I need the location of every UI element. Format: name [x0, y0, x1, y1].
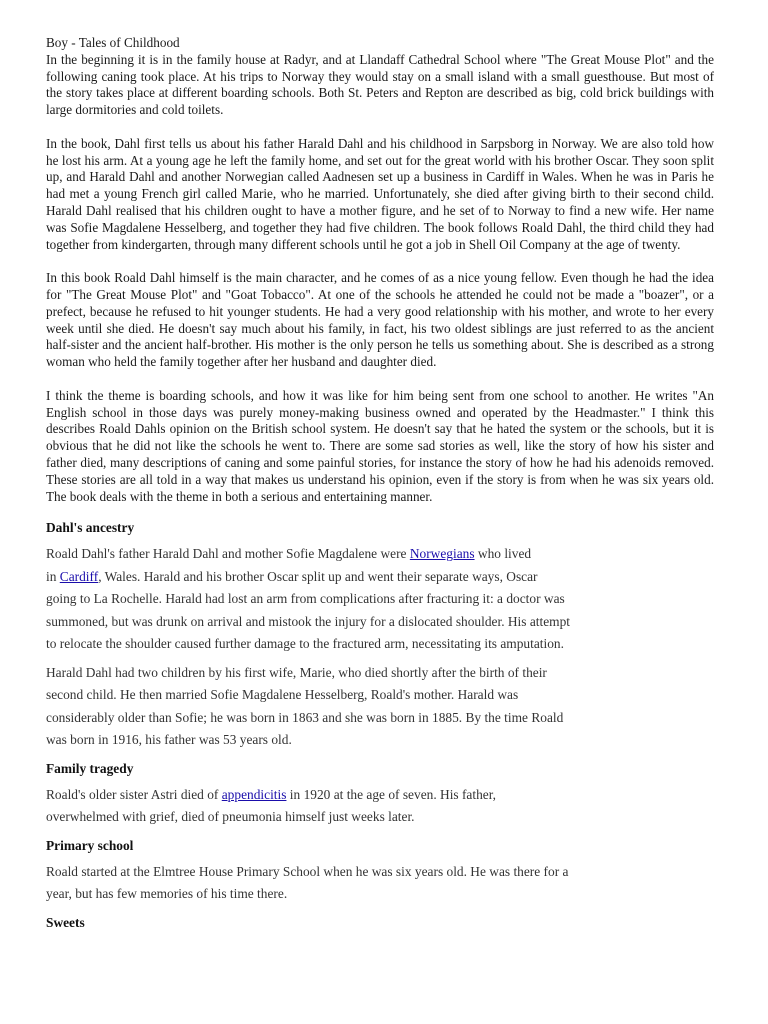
- text-run: Roald Dahl's father Harald Dahl and mother Sofie Magdalene were: [46, 546, 410, 562]
- text-line: going to La Rochelle. Harald had lost an arm from complications after fracturing it: a doctor was: [46, 591, 565, 607]
- text-line: year, but has few memories of his time there.: [46, 886, 288, 902]
- text-run: Roald's older sister Astri died of: [46, 786, 222, 802]
- ancestry-paragraph-2: [46, 662, 661, 752]
- paragraph-theme: I think the theme is boarding schools, and how it was like for him being sent from one school to another. He writes "An English school in those days was purely money-making business owned and operated by the Headmaster." I think this describes Roald Dahls opinion on the British school system. He doesn't say that he hated the system or the schools, but it is obvious that he did not like the schools he went to. There are some sad stories as well, like the story of how his sister and father died, many descriptions of caning and some painful stories, for instance the story of how he had his adenoids removed. These stories are all told in a way that makes us understand his opinion, even if the story is from when he was six years old. The book deals with the theme in both a serious and entertaining manner.: [46, 387, 714, 504]
- link-appendicitis[interactable]: appendicitis: [221, 786, 287, 802]
- paragraph-setting: In the beginning it is in the family house at Radyr, and at Llandaff Cathedral School where "The Great Mouse Plot" and the following caning took place. At his trips to Norway they would stay on a small island with a small guesthouse. But most of the story takes place at different boarding schools. Both St. Peters and Repton are described as big, cold brick buildings with large dormitories and cold toilets.: [46, 51, 714, 118]
- text-line: Roald started at the Elmtree House Primary School when he was six years old. He was there for a: [46, 863, 569, 879]
- text-run: in 1920 at the age of seven. His father,: [286, 786, 497, 802]
- heading-primary-school: Primary school: [46, 837, 134, 853]
- text-line: [46, 543, 661, 566]
- document-page: [46, 35, 714, 938]
- text-line: [46, 566, 661, 589]
- text-run: in: [46, 568, 60, 584]
- text-line: was born in 1916, his father was 53 years old.: [46, 732, 292, 748]
- paragraph-summary: In the book, Dahl first tells us about his father Harald Dahl and his childhood in Sarpsborg in Norway. We are also told how he lost his arm. At a young age he left the family home, and set out for the great world with his brother Oscar. They soon split up, and Harald Dahl and another Norwegian called Aadnesen set up a business in Cardiff in Wales. When he was in Paris he had met a young French girl called Marie, who he married. Unfortunately, she died after giving birth to their second child. Harald Dahl realised that his children ought to have a mother figure, and he set of to Norway to find a new wife. Her name was Sofie Magdalene Hesselberg, and together they had five children. The book follows Roald Dahl, the third child they had together from kindergarten, through many different schools until he got a job in Shell Oil Company at the age of twenty.: [46, 135, 714, 252]
- paragraph-character: In this book Roald Dahl himself is the main character, and he comes of as a nice young fellow. Even though he had the idea for "The Great Mouse Plot" and "Goat Tobacco". At one of the schools he attended he could not be made a "boazer", or a prefect, because he refused to hit younger students. He had a very good relationship with his mother, and wrote to her every week until she died. He doesn't say much about his family, in fact, his two oldest siblings are just referred to as the ancient half-sister and the ancient half-brother. His mother is the only person he tells us something about. She is described as a strong woman who held the family together after her husband and daughter died.: [46, 270, 714, 370]
- text-run: who lived: [474, 546, 532, 562]
- tragedy-paragraph: [46, 784, 661, 829]
- text-line: overwhelmed with grief, died of pneumonia himself just weeks later.: [46, 809, 415, 825]
- text-line: [46, 784, 661, 807]
- primary-paragraph: [46, 861, 661, 906]
- link-norwegians[interactable]: Norwegians: [409, 546, 475, 562]
- text-run: , Wales. Harald and his brother Oscar split up and went their separate ways, Oscar: [98, 568, 538, 584]
- text-line: second child. He then married Sofie Magdalene Hesselberg, Roald's mother. Harald was: [46, 687, 519, 703]
- document-title: Boy - Tales of Childhood: [46, 35, 180, 50]
- link-cardiff[interactable]: Cardiff: [59, 568, 99, 584]
- ancestry-paragraph-1: [46, 543, 661, 656]
- text-line: to relocate the shoulder caused further damage to the fractured arm, necessitating its amputation.: [46, 636, 564, 652]
- heading-sweets: Sweets: [46, 914, 85, 930]
- heading-family-tragedy: Family tragedy: [46, 760, 134, 776]
- heading-ancestry: Dahl's ancestry: [46, 520, 135, 536]
- text-line: considerably older than Sofie; he was born in 1863 and she was born in 1885. By the time Roald: [46, 709, 564, 725]
- text-line: Harald Dahl had two children by his first wife, Marie, who died shortly after the birth of their: [46, 664, 547, 680]
- text-line: summoned, but was drunk on arrival and mistook the injury for a dislocated shoulder. His attempt: [46, 613, 570, 629]
